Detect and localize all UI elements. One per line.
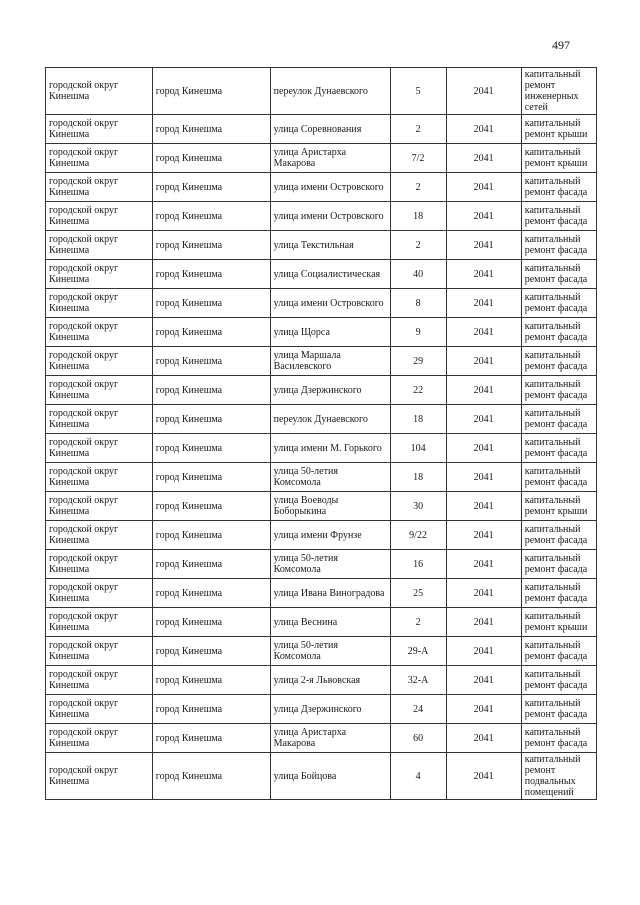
area-cell: городской округ Кинешма — [46, 376, 153, 405]
city-cell: город Кинешма — [152, 579, 270, 608]
year-cell: 2041 — [446, 173, 521, 202]
table-row — [46, 144, 597, 173]
work-type-cell: капитальный ремонт фасада — [521, 521, 596, 550]
area-cell: городской округ Кинешма — [46, 608, 153, 637]
city-cell: город Кинешма — [152, 68, 270, 115]
street-cell: улица Маршала Василевского — [270, 347, 390, 376]
work-type-cell: капитальный ремонт фасада — [521, 347, 596, 376]
table-row — [46, 318, 597, 347]
city-cell: город Кинешма — [152, 260, 270, 289]
city-cell: город Кинешма — [152, 144, 270, 173]
house-cell: 104 — [390, 434, 446, 463]
city-cell: город Кинешма — [152, 724, 270, 753]
city-cell: город Кинешма — [152, 608, 270, 637]
house-cell: 2 — [390, 173, 446, 202]
city-cell: город Кинешма — [152, 434, 270, 463]
area-cell: городской округ Кинешма — [46, 521, 153, 550]
area-cell: городской округ Кинешма — [46, 115, 153, 144]
year-cell: 2041 — [446, 521, 521, 550]
house-cell: 25 — [390, 579, 446, 608]
year-cell: 2041 — [446, 666, 521, 695]
table-row — [46, 463, 597, 492]
table-row — [46, 724, 597, 753]
year-cell: 2041 — [446, 68, 521, 115]
work-type-cell: капитальный ремонт фасада — [521, 463, 596, 492]
street-cell: улица Дзержинского — [270, 376, 390, 405]
work-type-cell: капитальный ремонт фасада — [521, 579, 596, 608]
year-cell: 2041 — [446, 608, 521, 637]
year-cell: 2041 — [446, 753, 521, 800]
work-type-cell: капитальный ремонт фасада — [521, 724, 596, 753]
house-cell: 7/2 — [390, 144, 446, 173]
house-cell: 32-А — [390, 666, 446, 695]
house-cell: 2 — [390, 231, 446, 260]
street-cell: улица 50-летия Комсомола — [270, 637, 390, 666]
house-cell: 30 — [390, 492, 446, 521]
area-cell: городской округ Кинешма — [46, 405, 153, 434]
street-cell: улица 2-я Львовская — [270, 666, 390, 695]
area-cell: городской округ Кинешма — [46, 579, 153, 608]
street-cell: переулок Дунаевского — [270, 405, 390, 434]
year-cell: 2041 — [446, 405, 521, 434]
house-cell: 2 — [390, 608, 446, 637]
work-type-cell: капитальный ремонт фасада — [521, 231, 596, 260]
table-body — [46, 68, 597, 800]
table-row — [46, 521, 597, 550]
work-type-cell: капитальный ремонт фасада — [521, 666, 596, 695]
area-cell: городской округ Кинешма — [46, 463, 153, 492]
table-row — [46, 115, 597, 144]
area-cell: городской округ Кинешма — [46, 144, 153, 173]
city-cell: город Кинешма — [152, 115, 270, 144]
area-cell: городской округ Кинешма — [46, 753, 153, 800]
city-cell: город Кинешма — [152, 405, 270, 434]
house-cell: 29 — [390, 347, 446, 376]
table-row — [46, 492, 597, 521]
street-cell: улица Воеводы Боборыкина — [270, 492, 390, 521]
table-row — [46, 68, 597, 115]
area-cell: городской округ Кинешма — [46, 695, 153, 724]
work-type-cell: капитальный ремонт крыши — [521, 492, 596, 521]
area-cell: городской округ Кинешма — [46, 637, 153, 666]
area-cell: городской округ Кинешма — [46, 260, 153, 289]
house-cell: 16 — [390, 550, 446, 579]
street-cell: улица имени Фрунзе — [270, 521, 390, 550]
table-row — [46, 405, 597, 434]
year-cell: 2041 — [446, 347, 521, 376]
city-cell: город Кинешма — [152, 289, 270, 318]
area-cell: городской округ Кинешма — [46, 289, 153, 318]
city-cell: город Кинешма — [152, 521, 270, 550]
year-cell: 2041 — [446, 144, 521, 173]
street-cell: улица имени М. Горького — [270, 434, 390, 463]
house-cell: 2 — [390, 115, 446, 144]
table-row — [46, 608, 597, 637]
city-cell: город Кинешма — [152, 695, 270, 724]
work-type-cell: капитальный ремонт фасада — [521, 289, 596, 318]
year-cell: 2041 — [446, 260, 521, 289]
area-cell: городской округ Кинешма — [46, 434, 153, 463]
year-cell: 2041 — [446, 289, 521, 318]
year-cell: 2041 — [446, 463, 521, 492]
page-number: 497 — [552, 38, 570, 52]
table-row — [46, 666, 597, 695]
work-type-cell: капитальный ремонт фасада — [521, 637, 596, 666]
area-cell: городской округ Кинешма — [46, 68, 153, 115]
city-cell: город Кинешма — [152, 231, 270, 260]
work-type-cell: капитальный ремонт фасада — [521, 318, 596, 347]
area-cell: городской округ Кинешма — [46, 173, 153, 202]
area-cell: городской округ Кинешма — [46, 347, 153, 376]
house-cell: 18 — [390, 405, 446, 434]
area-cell: городской округ Кинешма — [46, 724, 153, 753]
city-cell: город Кинешма — [152, 463, 270, 492]
house-cell: 9/22 — [390, 521, 446, 550]
house-cell: 4 — [390, 753, 446, 800]
street-cell: улица Ивана Виноградова — [270, 579, 390, 608]
street-cell: улица имени Островского — [270, 289, 390, 318]
street-cell: улица Щорса — [270, 318, 390, 347]
street-cell: улица Бойцова — [270, 753, 390, 800]
year-cell: 2041 — [446, 202, 521, 231]
house-cell: 8 — [390, 289, 446, 318]
table-row — [46, 202, 597, 231]
area-cell: городской округ Кинешма — [46, 492, 153, 521]
city-cell: город Кинешма — [152, 173, 270, 202]
work-type-cell: капитальный ремонт крыши — [521, 115, 596, 144]
city-cell: город Кинешма — [152, 550, 270, 579]
year-cell: 2041 — [446, 231, 521, 260]
work-type-cell: капитальный ремонт фасада — [521, 173, 596, 202]
city-cell: город Кинешма — [152, 753, 270, 800]
year-cell: 2041 — [446, 550, 521, 579]
house-cell: 60 — [390, 724, 446, 753]
street-cell: переулок Дунаевского — [270, 68, 390, 115]
area-cell: городской округ Кинешма — [46, 550, 153, 579]
table-row — [46, 260, 597, 289]
table-row — [46, 376, 597, 405]
house-cell: 18 — [390, 463, 446, 492]
work-type-cell: капитальный ремонт фасада — [521, 695, 596, 724]
year-cell: 2041 — [446, 492, 521, 521]
table-row — [46, 347, 597, 376]
table-row — [46, 289, 597, 318]
street-cell: улица Текстильная — [270, 231, 390, 260]
area-cell: городской округ Кинешма — [46, 202, 153, 231]
work-type-cell: капитальный ремонт фасада — [521, 376, 596, 405]
street-cell: улица Веснина — [270, 608, 390, 637]
table-row — [46, 434, 597, 463]
city-cell: город Кинешма — [152, 666, 270, 695]
repair-schedule-table — [45, 67, 597, 800]
work-type-cell: капитальный ремонт крыши — [521, 608, 596, 637]
year-cell: 2041 — [446, 695, 521, 724]
street-cell: улица 50-летия Комсомола — [270, 550, 390, 579]
house-cell: 40 — [390, 260, 446, 289]
work-type-cell: капитальный ремонт фасада — [521, 550, 596, 579]
house-cell: 29-А — [390, 637, 446, 666]
area-cell: городской округ Кинешма — [46, 318, 153, 347]
table-row — [46, 173, 597, 202]
street-cell: улица Аристарха Макарова — [270, 144, 390, 173]
work-type-cell: капитальный ремонт фасада — [521, 405, 596, 434]
street-cell: улица Социалистическая — [270, 260, 390, 289]
year-cell: 2041 — [446, 115, 521, 144]
work-type-cell: капитальный ремонт фасада — [521, 202, 596, 231]
street-cell: улица Аристарха Макарова — [270, 724, 390, 753]
area-cell: городской округ Кинешма — [46, 231, 153, 260]
city-cell: город Кинешма — [152, 637, 270, 666]
area-cell: городской округ Кинешма — [46, 666, 153, 695]
work-type-cell: капитальный ремонт фасада — [521, 434, 596, 463]
year-cell: 2041 — [446, 724, 521, 753]
house-cell: 5 — [390, 68, 446, 115]
work-type-cell: капитальный ремонт фасада — [521, 260, 596, 289]
table-row — [46, 579, 597, 608]
street-cell: улица имени Островского — [270, 173, 390, 202]
work-type-cell: капитальный ремонт подвальных помещений — [521, 753, 596, 800]
year-cell: 2041 — [446, 376, 521, 405]
house-cell: 18 — [390, 202, 446, 231]
house-cell: 9 — [390, 318, 446, 347]
street-cell: улица 50-летия Комсомола — [270, 463, 390, 492]
work-type-cell: капитальный ремонт инженерных сетей — [521, 68, 596, 115]
city-cell: город Кинешма — [152, 347, 270, 376]
table-row — [46, 637, 597, 666]
street-cell: улица Дзержинского — [270, 695, 390, 724]
table-row — [46, 550, 597, 579]
year-cell: 2041 — [446, 579, 521, 608]
city-cell: город Кинешма — [152, 202, 270, 231]
year-cell: 2041 — [446, 637, 521, 666]
table-row — [46, 753, 597, 800]
city-cell: город Кинешма — [152, 492, 270, 521]
city-cell: город Кинешма — [152, 318, 270, 347]
table-row — [46, 695, 597, 724]
house-cell: 24 — [390, 695, 446, 724]
city-cell: город Кинешма — [152, 376, 270, 405]
year-cell: 2041 — [446, 318, 521, 347]
house-cell: 22 — [390, 376, 446, 405]
work-type-cell: капитальный ремонт крыши — [521, 144, 596, 173]
street-cell: улица имени Островского — [270, 202, 390, 231]
street-cell: улица Соревнования — [270, 115, 390, 144]
year-cell: 2041 — [446, 434, 521, 463]
table-row — [46, 231, 597, 260]
